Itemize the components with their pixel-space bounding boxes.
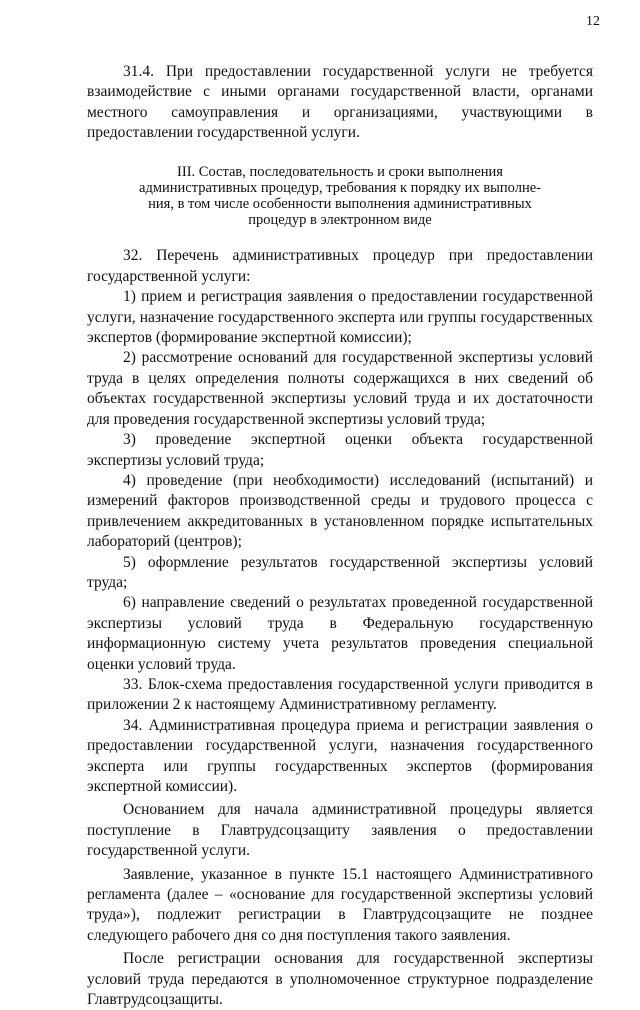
document-body [87,62,593,1010]
paragraph-basis: Основанием для начала административной процедуры является поступление в Главтрудсоцзащиту заявления о предоставлении государственной услуги. [87,801,593,860]
paragraph-31-4: 31.4. При предоставлении государственной услуги не требуется взаимодействие с иными органами государственной власти, органами местного самоуправления и организациями, участвующими в предоставлении государственной услуги. [87,63,593,142]
list-item-4: 4) проведение (при необходимости) исследований (испытаний) и измерений факторов производственной среды и трудового процесса с привлечением аккредитованных в установленном порядке испытательных лабораторий (центров); [87,471,593,551]
list-item-5: 5) оформление результатов государственной экспертизы условий труда; [87,553,593,591]
paragraph-34: 34. Административная процедура приема и регистрации заявления о предоставлении государственной услуги, назначения государственного эксперта или группы государственных экспертов (формирования экспертной комиссии). [87,716,593,795]
section-heading-line: процедур в электронном виде [248,212,432,229]
section-heading-line: ния, в том числе особенности выполнения административных [148,196,532,213]
section-heading [87,164,593,229]
paragraph-transfer: После регистрации основания для государственной экспертизы условий труда передаются в уполномоченное структурное подразделение Главтрудсоцзащиты. [87,950,593,1009]
section-heading-line: административных процедур, требования к порядку их выполне- [139,179,541,196]
section-heading-line: III. Состав, последовательность и сроки выполнения [177,163,503,180]
page-number: 12 [586,14,600,29]
list-item-1: 1) прием и регистрация заявления о предоставлении государственной услуги, назначение государственного эксперта или группы государственных экспертов (формирование экспертной комиссии); [87,288,593,347]
paragraph-32: 32. Перечень административных процедур при предоставлении государственной услуги: [87,247,593,285]
list-item-2: 2) рассмотрение оснований для государственной экспертизы условий труда в целях определения полноты содержащихся в них сведений об объектах государственной экспертизы условий труда и их достаточности для проведения государственной экспертизы условий труда; [87,349,593,428]
paragraph-33: 33. Блок-схема предоставления государственной услуги приводится в приложении 2 к настоящему Административному регламенту. [87,675,593,714]
list-item-3: 3) проведение экспертной оценки объекта государственной экспертизы условий труда; [87,431,593,469]
paragraph-registration: Заявление, указанное в пункте 15.1 настоящего Административного регламента (далее – «основание для государственной экспертизы условий труда»), подлежит регистрации в Главтрудсоцзащите не позднее следующего рабочего дня со дня поступления такого заявления. [87,865,593,944]
list-item-6: 6) направление сведений о результатах проведенной государственной экспертизы условий труда в Федеральную государственную информационную систему учета результатов проведения специальной оценки условий труда. [87,594,593,673]
